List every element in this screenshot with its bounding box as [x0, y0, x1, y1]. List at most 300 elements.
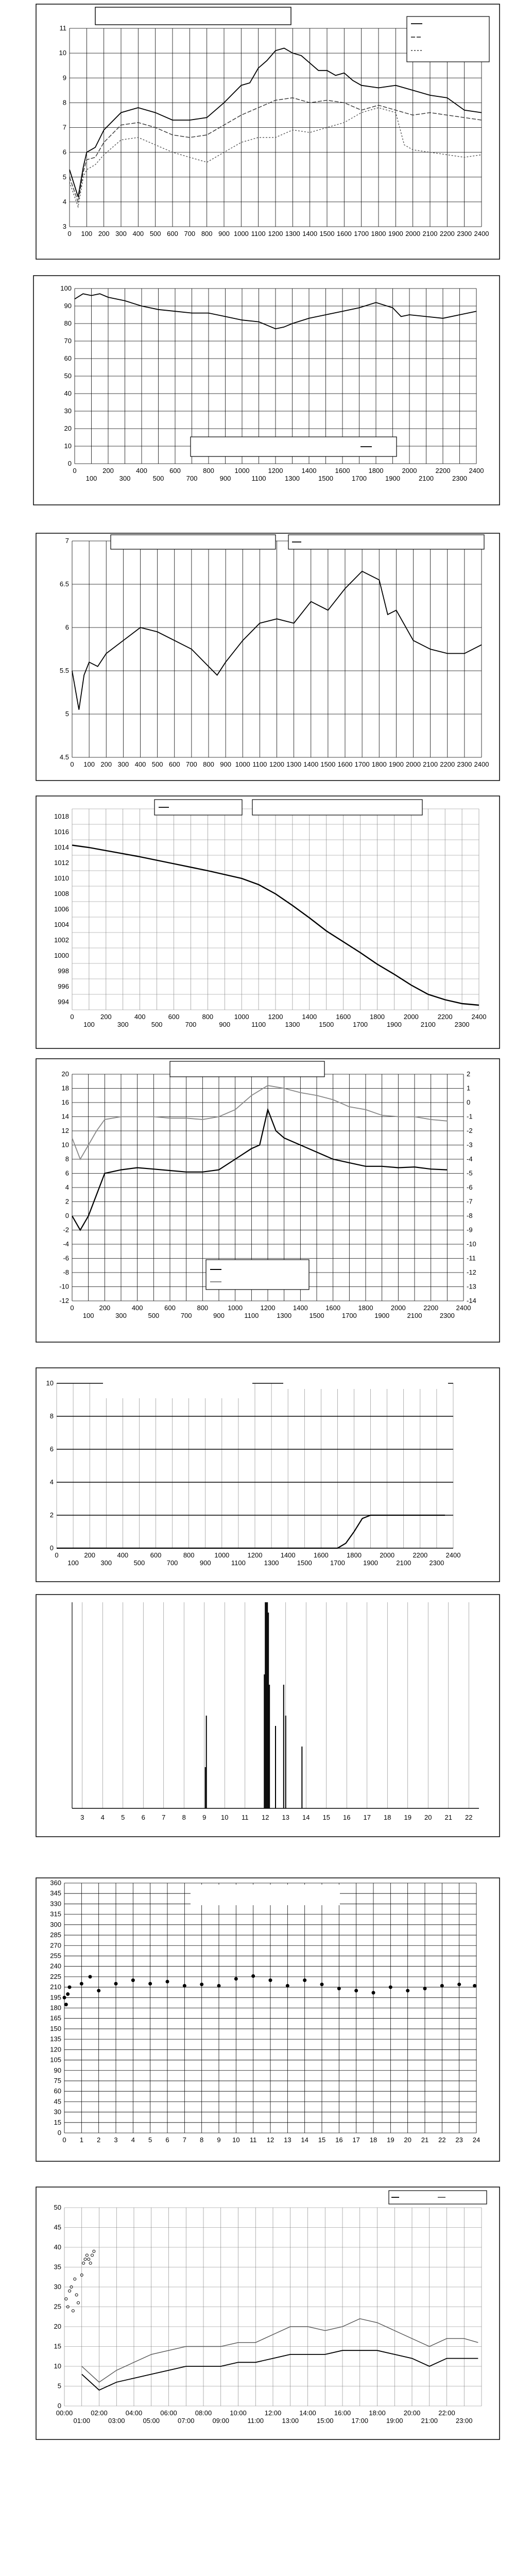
x-tick-label: 2000 [405, 230, 421, 238]
y-tick-label: 80 [64, 319, 72, 327]
y-tick-label: 4 [65, 1183, 69, 1191]
x-tick-label: 16 [343, 1814, 351, 1821]
x-tick-label: 400 [136, 467, 147, 474]
y-tick-label: 1018 [54, 812, 69, 820]
pressure-chart [0, 793, 515, 1051]
y-tick-label: 1014 [54, 843, 69, 851]
x-tick-label: 1900 [386, 1021, 402, 1028]
x-tick-label: 04:00 [125, 2409, 143, 2417]
x-tick-label: 11 [249, 2136, 257, 2144]
x-tick-label: 1600 [325, 1304, 341, 1312]
y-tick-label: 7 [62, 123, 66, 131]
x-tick-label: 06:00 [160, 2409, 177, 2417]
x-tick-label: 23:00 [455, 2417, 473, 2425]
x-tick-label: 5 [121, 1814, 125, 1821]
x-tick-label: 1400 [303, 760, 319, 768]
x-tick-label: 2200 [439, 230, 455, 238]
x-tick-label: 1 [79, 2136, 83, 2144]
x-tick-label: 400 [132, 230, 144, 238]
y-tick-label: 135 [50, 2035, 61, 2043]
x-tick-label: 700 [185, 1021, 197, 1028]
y-tick-label: 150 [50, 2024, 61, 2032]
x-tick-label: 2200 [437, 1013, 453, 1021]
x-tick-label: 24 [472, 2136, 480, 2144]
y-tick-label: 0 [57, 2129, 61, 2137]
y-tick-label: 10 [61, 1141, 69, 1149]
x-tick-label: 1000 [234, 1013, 249, 1021]
x-tick-label: 13 [282, 1814, 289, 1821]
x-tick-label: 1000 [214, 1551, 230, 1559]
direction-point [66, 1992, 70, 1996]
humidity-mixing-ratio-chart [0, 531, 515, 783]
x-tick-label: 18 [384, 1814, 391, 1821]
y-tick-label: 8 [62, 98, 66, 107]
relative-humidity-chart [0, 273, 515, 510]
x-tick-label: 12 [262, 1814, 269, 1821]
x-tick-label: 0 [70, 1304, 74, 1312]
x-tick-label: 600 [169, 467, 181, 474]
x-tick-label: 400 [134, 760, 146, 768]
x-tick-label: 0 [70, 760, 74, 768]
x-tick-label: 100 [85, 474, 97, 482]
x-tick-label: 100 [81, 230, 93, 238]
x-tick-label: 16:00 [334, 2409, 351, 2417]
x-tick-label: 03:00 [108, 2417, 125, 2425]
x-tick-label: 1200 [269, 760, 284, 768]
x-tick-label: 1800 [370, 1013, 385, 1021]
direction-point [89, 1975, 92, 1978]
x-tick-label: 1200 [247, 1551, 263, 1559]
y-tick-label: 15 [54, 2118, 61, 2126]
y-tick-label: 0 [49, 1544, 54, 1552]
x-tick-label: 1700 [354, 760, 370, 768]
x-tick-label: 1100 [231, 1559, 246, 1567]
y-tick-label: 2 [49, 1511, 54, 1519]
y-tick-label: 5 [62, 173, 66, 181]
title-box [111, 535, 276, 549]
legend-box [206, 1260, 309, 1290]
x-tick-label: 1500 [318, 474, 333, 482]
x-tick-label: 1500 [319, 1021, 334, 1028]
y-tick-label: 7 [65, 537, 69, 545]
y-tick-label: -2 [63, 1226, 69, 1234]
x-tick-label: 16 [335, 2136, 343, 2144]
y-tick-label: 180 [50, 2004, 61, 2012]
x-tick-label: 1800 [371, 230, 386, 238]
x-tick-label: 2000 [406, 760, 421, 768]
x-tick-label: 0 [73, 467, 77, 474]
x-tick-label: 1900 [388, 760, 404, 768]
x-tick-label: 12 [266, 2136, 274, 2144]
y-right-tick-label: 2 [467, 1070, 471, 1078]
x-tick-label: 900 [218, 230, 230, 238]
x-tick-label: 18:00 [369, 2409, 386, 2417]
x-tick-label: 1500 [297, 1559, 312, 1567]
x-tick-label: 1900 [388, 230, 403, 238]
y-tick-label: 1016 [54, 828, 69, 836]
y-tick-label: 45 [54, 2223, 61, 2231]
x-tick-label: 2200 [413, 1551, 428, 1559]
x-tick-label: 2400 [474, 230, 489, 238]
y-tick-label: 165 [50, 2014, 61, 2022]
x-tick-label: 100 [83, 760, 95, 768]
x-tick-label: 20 [404, 2136, 411, 2144]
y-tick-label: 35 [54, 2263, 61, 2271]
direction-point [166, 1980, 169, 1984]
x-tick-label: 2300 [452, 474, 467, 482]
direction-point [183, 1984, 186, 1988]
chart-frame [36, 2187, 500, 2439]
x-tick-label: 2300 [429, 1559, 444, 1567]
y-right-tick-label: -10 [467, 1240, 476, 1248]
y-tick-label: 300 [50, 1920, 61, 1928]
direction-point [80, 1982, 83, 1986]
note-backdrop [283, 1376, 448, 1389]
y-tick-label: 25 [54, 2302, 61, 2311]
x-tick-label: 1300 [264, 1559, 279, 1567]
x-tick-label: 2000 [402, 467, 417, 474]
x-tick-label: 1400 [302, 230, 318, 238]
x-tick-label: 800 [203, 760, 214, 768]
x-tick-label: 2400 [469, 467, 484, 474]
x-tick-label: 2 [97, 2136, 101, 2144]
direction-point [286, 1984, 289, 1988]
x-tick-label: 1600 [313, 1551, 329, 1559]
x-tick-label: 1400 [293, 1304, 308, 1312]
x-tick-label: 900 [199, 1559, 211, 1567]
x-tick-label: 1100 [251, 230, 266, 238]
x-tick-label: 1100 [252, 760, 267, 768]
y-tick-label: 3 [62, 223, 66, 230]
y-tick-label: 30 [54, 2283, 61, 2291]
x-tick-label: 1000 [233, 230, 249, 238]
x-tick-label: 7 [182, 2136, 186, 2144]
x-tick-label: 22:00 [438, 2409, 455, 2417]
y-tick-label: 50 [54, 2204, 61, 2211]
x-tick-label: 800 [202, 1013, 214, 1021]
x-tick-label: 8 [200, 2136, 204, 2144]
x-tick-label: 500 [149, 230, 161, 238]
x-tick-label: 1100 [244, 1312, 259, 1319]
x-tick-label: 20 [424, 1814, 432, 1821]
y-right-tick-label: -4 [467, 1155, 473, 1163]
direction-point [337, 1987, 341, 1990]
title-box [252, 800, 422, 815]
y-tick-label: 255 [50, 1952, 61, 1960]
x-tick-label: 2100 [407, 1312, 422, 1319]
x-tick-label: 01:00 [73, 2417, 91, 2425]
y-tick-label: 100 [60, 284, 72, 292]
rainfall-chart [0, 1365, 515, 1587]
y-tick-label: 4.5 [59, 753, 69, 761]
x-tick-label: 500 [133, 1559, 145, 1567]
x-tick-label: 100 [83, 1021, 95, 1028]
y-tick-label: 998 [58, 967, 69, 975]
x-tick-label: 19 [387, 2136, 394, 2144]
x-tick-label: 17 [363, 1814, 371, 1821]
x-tick-label: 1700 [341, 1312, 357, 1319]
y-tick-label: 30 [64, 407, 72, 415]
direction-point [68, 1986, 72, 1989]
x-tick-label: 2400 [471, 1013, 487, 1021]
x-tick-label: 1200 [268, 1013, 283, 1021]
y-tick-label: 6 [62, 148, 66, 156]
x-tick-label: 1500 [319, 230, 335, 238]
y-tick-label: -10 [59, 1282, 69, 1291]
y-tick-label: 90 [64, 302, 72, 310]
x-tick-label: 0 [70, 1013, 74, 1021]
temperature-chart [0, 0, 515, 263]
x-tick-label: 0 [67, 230, 72, 238]
y-tick-label: 90 [54, 2066, 61, 2074]
x-tick-label: 1600 [337, 760, 353, 768]
x-tick-label: 2200 [423, 1304, 439, 1312]
y-tick-label: 15 [54, 2342, 61, 2350]
chart-frame [36, 1878, 500, 2161]
wind-speed-chart [0, 2184, 515, 2442]
x-tick-label: 1000 [235, 760, 250, 768]
x-tick-label: 2100 [423, 760, 438, 768]
x-tick-label: 7 [162, 1814, 166, 1821]
x-tick-label: 1200 [260, 1304, 276, 1312]
y-tick-label: 240 [50, 1962, 61, 1970]
y-tick-label: 210 [50, 1983, 61, 1991]
y-tick-label: 6.5 [59, 580, 69, 588]
x-tick-label: 20:00 [403, 2409, 421, 2417]
x-tick-label: 1900 [363, 1559, 379, 1567]
x-tick-label: 1800 [371, 760, 387, 768]
y-right-tick-label: -5 [467, 1169, 473, 1177]
x-tick-label: 22 [438, 2136, 446, 2144]
x-tick-label: 18 [369, 2136, 377, 2144]
direction-point [320, 1982, 324, 1986]
x-tick-label: 1700 [353, 1021, 368, 1028]
x-tick-label: 13 [284, 2136, 291, 2144]
x-tick-label: 900 [220, 760, 231, 768]
x-tick-label: 2100 [420, 1021, 436, 1028]
title-box [170, 1061, 324, 1077]
x-tick-label: 300 [100, 1559, 112, 1567]
y-right-tick-label: -2 [467, 1127, 473, 1134]
x-tick-label: 15:00 [316, 2417, 334, 2425]
x-tick-label: 200 [99, 1304, 111, 1312]
chart-frame [36, 1368, 500, 1582]
x-tick-label: 2100 [422, 230, 438, 238]
chart-frame [36, 796, 500, 1048]
x-tick-label: 3 [114, 2136, 118, 2144]
y-tick-label: 994 [58, 998, 69, 1006]
y-tick-label: 330 [50, 1900, 61, 1908]
y-tick-label: 0 [65, 1212, 69, 1219]
x-tick-label: 13:00 [282, 2417, 299, 2425]
chart-frame [36, 533, 500, 781]
x-tick-label: 22 [465, 1814, 473, 1821]
y-tick-label: 4 [62, 197, 66, 206]
direction-point [473, 1984, 476, 1988]
y-tick-label: 195 [50, 1993, 61, 2002]
x-tick-label: 200 [100, 1013, 112, 1021]
x-tick-label: 12:00 [264, 2409, 282, 2417]
y-right-tick-label: -14 [467, 1297, 476, 1304]
y-tick-label: 1002 [54, 936, 69, 944]
x-tick-label: 700 [186, 474, 198, 482]
x-tick-label: 9 [202, 1814, 207, 1821]
x-tick-label: 1800 [368, 467, 384, 474]
y-tick-label: 5 [65, 710, 69, 718]
y-tick-label: 50 [64, 372, 72, 380]
y-tick-label: 45 [54, 2097, 61, 2106]
x-tick-label: 300 [115, 1312, 127, 1319]
y-tick-label: 18 [61, 1084, 69, 1092]
x-tick-label: 1300 [285, 1021, 300, 1028]
direction-point [406, 1989, 409, 1992]
direction-point [217, 1984, 221, 1988]
y-tick-label: -8 [63, 1268, 69, 1276]
y-tick-label: 315 [50, 1910, 61, 1918]
x-tick-label: 00:00 [56, 2409, 73, 2417]
x-tick-label: 1100 [251, 474, 266, 482]
direction-point [457, 1982, 461, 1986]
x-tick-label: 800 [203, 467, 214, 474]
x-tick-label: 05:00 [143, 2417, 160, 2425]
x-tick-label: 300 [115, 230, 127, 238]
x-tick-label: 17 [352, 2136, 360, 2144]
x-tick-label: 10:00 [230, 2409, 247, 2417]
y-tick-label: 10 [64, 442, 72, 450]
x-tick-label: 700 [186, 760, 197, 768]
y-right-tick-label: 0 [467, 1098, 471, 1106]
x-tick-label: 0 [62, 2136, 66, 2144]
x-tick-label: 09:00 [212, 2417, 230, 2425]
direction-point [63, 1996, 66, 1999]
x-tick-label: 6 [141, 1814, 145, 1821]
x-tick-label: 02:00 [91, 2409, 108, 2417]
x-tick-label: 15 [318, 2136, 326, 2144]
y-tick-label: 0 [67, 460, 72, 467]
title-backdrop [191, 1885, 340, 1905]
y-tick-label: 1008 [54, 890, 69, 897]
x-tick-label: 1800 [358, 1304, 373, 1312]
x-tick-label: 2000 [403, 1013, 419, 1021]
x-tick-label: 1700 [354, 230, 369, 238]
y-tick-label: 6 [65, 1169, 69, 1177]
x-tick-label: 1600 [336, 230, 352, 238]
y-tick-label: 9 [62, 74, 66, 82]
x-tick-label: 4 [131, 2136, 135, 2144]
y-tick-label: 10 [46, 1379, 54, 1387]
y-right-tick-label: -7 [467, 1197, 473, 1206]
x-tick-label: 800 [197, 1304, 209, 1312]
x-tick-label: 600 [168, 760, 180, 768]
sunshine-chart [0, 1592, 515, 1839]
x-tick-label: 07:00 [177, 2417, 195, 2425]
x-tick-label: 2000 [390, 1304, 406, 1312]
x-tick-label: 2400 [474, 760, 489, 768]
y-tick-label: -6 [63, 1254, 69, 1262]
x-tick-label: 400 [131, 1304, 143, 1312]
x-tick-label: 600 [150, 1551, 162, 1559]
x-tick-label: 10 [232, 2136, 240, 2144]
x-tick-label: 900 [219, 474, 231, 482]
x-tick-label: 1500 [320, 760, 336, 768]
y-tick-label: 345 [50, 1889, 61, 1897]
y-tick-label: 16 [61, 1098, 69, 1106]
x-tick-label: 500 [151, 760, 163, 768]
y-tick-label: 0 [57, 2402, 61, 2410]
x-tick-label: 14 [301, 2136, 308, 2144]
y-tick-label: 40 [54, 2243, 61, 2251]
x-tick-label: 1000 [234, 467, 250, 474]
x-tick-label: 600 [167, 230, 178, 238]
x-tick-label: 1400 [280, 1551, 296, 1559]
x-tick-label: 300 [117, 760, 129, 768]
y-tick-label: 70 [64, 337, 72, 345]
x-tick-label: 300 [119, 474, 131, 482]
x-tick-label: 500 [151, 1021, 163, 1028]
y-tick-label: 20 [64, 425, 72, 432]
x-tick-label: 2300 [457, 760, 472, 768]
y-tick-label: -12 [59, 1297, 69, 1304]
x-tick-label: 1300 [285, 474, 300, 482]
x-tick-label: 1000 [228, 1304, 243, 1312]
direction-point [131, 1978, 135, 1982]
x-tick-label: 11 [242, 1814, 249, 1821]
title-backdrop [103, 1375, 252, 1398]
y-tick-label: 14 [61, 1112, 69, 1121]
x-tick-label: 600 [168, 1013, 180, 1021]
x-tick-label: 400 [134, 1013, 146, 1021]
y-tick-label: 1010 [54, 874, 69, 882]
x-tick-label: 1400 [302, 1013, 317, 1021]
x-tick-label: 200 [84, 1551, 96, 1559]
y-tick-label: 1000 [54, 952, 69, 959]
y-tick-label: 4 [49, 1478, 54, 1486]
y-right-tick-label: -3 [467, 1141, 473, 1149]
x-tick-label: 600 [164, 1304, 176, 1312]
y-tick-label: 6 [49, 1445, 54, 1453]
x-tick-label: 1500 [309, 1312, 324, 1319]
x-tick-label: 2300 [457, 230, 472, 238]
x-tick-label: 1200 [268, 230, 283, 238]
direction-point [440, 1984, 444, 1988]
x-tick-label: 0 [55, 1551, 59, 1559]
direction-point [200, 1982, 203, 1986]
x-tick-label: 1800 [347, 1551, 362, 1559]
x-tick-label: 700 [166, 1559, 178, 1567]
direction-point [64, 2003, 68, 2006]
y-right-tick-label: -6 [467, 1183, 473, 1191]
direction-point [234, 1977, 238, 1980]
x-tick-label: 200 [98, 230, 110, 238]
y-right-tick-label: -8 [467, 1212, 473, 1219]
y-tick-label: 1004 [54, 921, 69, 928]
x-tick-label: 1900 [385, 474, 400, 482]
x-tick-label: 1900 [374, 1312, 390, 1319]
x-tick-label: 2200 [440, 760, 455, 768]
x-tick-label: 2300 [454, 1021, 470, 1028]
x-tick-label: 1300 [286, 760, 302, 768]
y-tick-label: 5.5 [59, 667, 69, 674]
x-tick-label: 4 [100, 1814, 105, 1821]
x-tick-label: 6 [165, 2136, 169, 2144]
legend-box [288, 535, 484, 549]
y-right-tick-label: -13 [467, 1282, 476, 1291]
x-tick-label: 1400 [301, 467, 317, 474]
y-tick-label: 120 [50, 2045, 61, 2054]
y-tick-label: 1012 [54, 859, 69, 867]
y-tick-label: 285 [50, 1931, 61, 1939]
y-tick-label: 105 [50, 2056, 61, 2064]
